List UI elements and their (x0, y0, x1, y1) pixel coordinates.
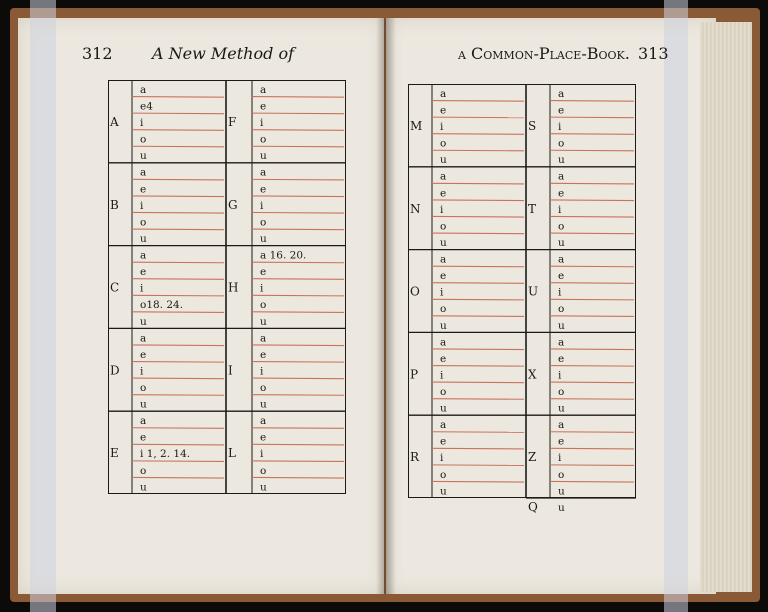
ruled-line (432, 299, 524, 300)
ruled-line (432, 101, 524, 102)
ruled-line (252, 477, 344, 478)
vowel-entry: a (140, 249, 147, 262)
index-letter: Z (528, 450, 537, 465)
vowel-entry: o (260, 464, 267, 477)
ruled-line (252, 395, 344, 396)
ruled-line (132, 212, 224, 213)
ruled-line (252, 113, 344, 114)
ruled-line (550, 117, 634, 118)
vowel-entry: i (260, 365, 264, 378)
vowel-entry: i (140, 199, 144, 212)
ruled-line (432, 432, 524, 433)
ruled-line (432, 266, 524, 267)
vowel-entry: o (440, 468, 447, 481)
vowel-entry: e (440, 187, 447, 200)
vowel-entry: e (140, 183, 147, 196)
right-page-number: 313 (638, 44, 669, 63)
vowel-entry: o (260, 299, 267, 312)
ruled-line (432, 216, 524, 217)
ruled-line (132, 428, 224, 429)
ruled-line (132, 262, 224, 263)
ruled-line (252, 179, 344, 180)
vowel-entry: e (558, 352, 565, 365)
ruled-line (252, 428, 344, 429)
ruled-line (132, 461, 224, 462)
ruled-line (252, 444, 344, 445)
ruled-line (132, 362, 224, 363)
vowel-entry: u (558, 154, 565, 167)
index-letter: I (228, 363, 233, 378)
ruled-line (432, 200, 524, 201)
vowel-entry: e (140, 431, 147, 444)
ruled-line (432, 366, 524, 367)
index-letter: A (110, 115, 119, 130)
ruled-line (132, 130, 224, 131)
vowel-entry: i (140, 282, 144, 295)
vowel-entry: u (260, 150, 267, 163)
ruled-line (550, 266, 634, 267)
vowel-entry: a (140, 83, 147, 96)
index-letter: B (110, 197, 119, 212)
ruled-line (550, 134, 634, 135)
vowel-entry: i (558, 203, 562, 216)
vowel-entry: i (558, 452, 562, 465)
vowel-entry: a (440, 170, 447, 183)
index-letter: H (228, 280, 239, 295)
vowel-entry: a (440, 419, 447, 432)
vowel-entry: i (440, 121, 444, 134)
vowel-entry: u (140, 398, 147, 411)
ruled-line (550, 183, 634, 184)
vowel-entry: a (558, 170, 565, 183)
ruled-line (432, 399, 524, 400)
vowel-entry: o (558, 137, 565, 150)
vowel-entry: a (440, 336, 447, 349)
ruled-line (132, 395, 224, 396)
ruled-line (550, 150, 634, 151)
vowel-entry: i (260, 199, 264, 212)
vowel-entry: e (260, 100, 267, 113)
vowel-entry: o (140, 381, 147, 394)
vowel-entry: o (260, 216, 267, 229)
vowel-entry: e (140, 348, 147, 361)
vowel-entry: o18. 24. (140, 299, 184, 312)
vowel-entry: o (558, 385, 565, 398)
index-letter: G (228, 197, 238, 212)
ruled-line (132, 312, 224, 313)
vowel-entry: a (260, 415, 267, 428)
vowel-entry: e (440, 352, 447, 365)
vowel-entry: o (558, 220, 565, 233)
vowel-entry: o (440, 385, 447, 398)
ruled-line (132, 179, 224, 180)
vowel-entry: o (440, 220, 447, 233)
vowel-entry: a (558, 253, 565, 266)
index-letter: D (110, 363, 120, 378)
vowel-entry: u (440, 402, 447, 415)
vowel-entry: u (440, 485, 447, 498)
ruled-line (432, 349, 524, 350)
vowel-entry: u (140, 150, 147, 163)
index-letter: L (228, 446, 236, 461)
ruled-line (550, 432, 634, 433)
ruled-line (132, 295, 224, 296)
vowel-entry: u (440, 154, 447, 167)
vowel-entry: u (260, 232, 267, 245)
ruled-line (252, 130, 344, 131)
vowel-entry: a 16. 20. (260, 249, 307, 262)
vowel-entry: u (558, 501, 565, 514)
ruled-line (432, 448, 524, 449)
vowel-entry: u (140, 315, 147, 328)
vowel-entry: u (558, 236, 565, 249)
vowel-entry: i (558, 286, 562, 299)
vowel-entry: i (140, 117, 144, 130)
vowel-entry: i (260, 282, 264, 295)
ruled-line (132, 113, 224, 114)
vowel-entry: o (440, 137, 447, 150)
index-letter: E (110, 446, 119, 461)
vowel-entry: i (140, 365, 144, 378)
vowel-entry: a (558, 419, 565, 432)
index-letter: F (228, 115, 237, 130)
ruled-line (432, 233, 524, 234)
vowel-entry: a (140, 166, 147, 179)
vowel-entry: u (140, 232, 147, 245)
ruled-line (550, 233, 634, 234)
vowel-entry: e (558, 104, 565, 117)
ruled-line (550, 465, 634, 466)
ruled-line (252, 295, 344, 296)
ruled-line (252, 345, 344, 346)
ruled-line (432, 481, 524, 482)
vowel-entry: i (440, 286, 444, 299)
vowel-entry: a (558, 87, 565, 100)
vowel-entry: u (440, 319, 447, 332)
vowel-entry: u (558, 402, 565, 415)
ruled-line (550, 448, 634, 449)
ruled-line (432, 150, 524, 151)
ruled-line (252, 378, 344, 379)
vowel-entry: e (260, 183, 267, 196)
ruled-line (132, 477, 224, 478)
index-letter: O (410, 284, 420, 299)
left-page-number: 312 (82, 44, 113, 63)
ruled-line (132, 146, 224, 147)
vowel-entry: u (260, 315, 267, 328)
vowel-entry: i (440, 452, 444, 465)
ruled-line (550, 349, 634, 350)
vowel-entry: o (140, 133, 147, 146)
vowel-entry: a (260, 166, 267, 179)
vowel-entry: i (260, 448, 264, 461)
vowel-entry: e (260, 266, 267, 279)
vowel-entry: a (440, 87, 447, 100)
vowel-entry: o (140, 464, 147, 477)
ruled-line (550, 299, 634, 300)
vowel-entry: a (440, 253, 447, 266)
ruled-line (252, 196, 344, 197)
vowel-entry: o (558, 303, 565, 316)
ruled-line (132, 345, 224, 346)
vowel-entry: e (260, 431, 267, 444)
vowel-entry: u (558, 485, 565, 498)
vowel-entry: e (558, 270, 565, 283)
index-letter: N (410, 201, 421, 216)
ruled-line (550, 216, 634, 217)
index-letter: S (528, 119, 537, 134)
vowel-entry: a (260, 83, 267, 96)
vowel-entry: i (440, 369, 444, 382)
vowel-entry: u (440, 236, 447, 249)
ruled-line (252, 279, 344, 280)
vowel-entry: i (558, 121, 562, 134)
vowel-entry: e (558, 187, 565, 200)
vowel-entry: o (260, 133, 267, 146)
ruled-line (132, 229, 224, 230)
index-letter: P (410, 367, 419, 382)
ruled-line (550, 382, 634, 383)
ruled-line (252, 461, 344, 462)
ruled-line (132, 97, 224, 98)
vowel-entry: u (260, 481, 267, 494)
index-letter: Q (528, 499, 538, 514)
index-letter: C (110, 280, 120, 295)
ruled-line (432, 465, 524, 466)
index-letter: M (410, 119, 423, 134)
index-letter: U (528, 284, 539, 299)
ruled-line (432, 283, 524, 284)
ruled-line (550, 399, 634, 400)
vowel-entry: e (440, 270, 447, 283)
ruled-line (550, 481, 634, 482)
ruled-line (432, 134, 524, 135)
vowel-entry: e4 (140, 100, 153, 113)
ruled-line (132, 279, 224, 280)
ruled-line (432, 183, 524, 184)
right-running-head: a Common-Place-Book. (458, 44, 630, 63)
vowel-entry: o (140, 216, 147, 229)
vowel-entry: o (440, 303, 447, 316)
vowel-entry: i (558, 369, 562, 382)
vowel-entry: u (260, 398, 267, 411)
ruled-line (550, 366, 634, 367)
ruled-line (252, 312, 344, 313)
ruled-line (550, 200, 634, 201)
left-running-head: A New Method of (152, 44, 294, 63)
ruled-line (432, 316, 524, 317)
vowel-entry: u (558, 319, 565, 332)
ruled-line (252, 229, 344, 230)
vowel-entry: e (440, 435, 447, 448)
vowel-entry: e (260, 348, 267, 361)
index-letter: R (410, 450, 420, 465)
vowel-entry: e (440, 104, 447, 117)
vowel-entry: a (140, 332, 147, 345)
vowel-entry: o (558, 468, 565, 481)
ruled-line (132, 378, 224, 379)
index-letter: T (528, 201, 537, 216)
ruled-line (432, 382, 524, 383)
ruled-line (132, 444, 224, 445)
vowel-entry: a (140, 415, 147, 428)
ruled-line (550, 101, 634, 102)
ruled-line (252, 262, 344, 263)
vowel-entry: i 1, 2. 14. (140, 448, 191, 461)
ruled-line (550, 316, 634, 317)
ruled-line (132, 196, 224, 197)
vowel-entry: i (440, 203, 444, 216)
vowel-entry: i (260, 117, 264, 130)
vowel-entry: a (260, 332, 267, 345)
vowel-entry: e (140, 266, 147, 279)
vowel-entry: o (260, 381, 267, 394)
ruled-line (252, 362, 344, 363)
ruled-line (432, 117, 524, 118)
ruled-line (252, 146, 344, 147)
vowel-entry: a (558, 336, 565, 349)
ruled-line (252, 212, 344, 213)
vowel-entry: u (140, 481, 147, 494)
ruled-line (252, 97, 344, 98)
index-letter: X (528, 367, 537, 382)
ruled-line (550, 283, 634, 284)
vowel-entry: e (558, 435, 565, 448)
